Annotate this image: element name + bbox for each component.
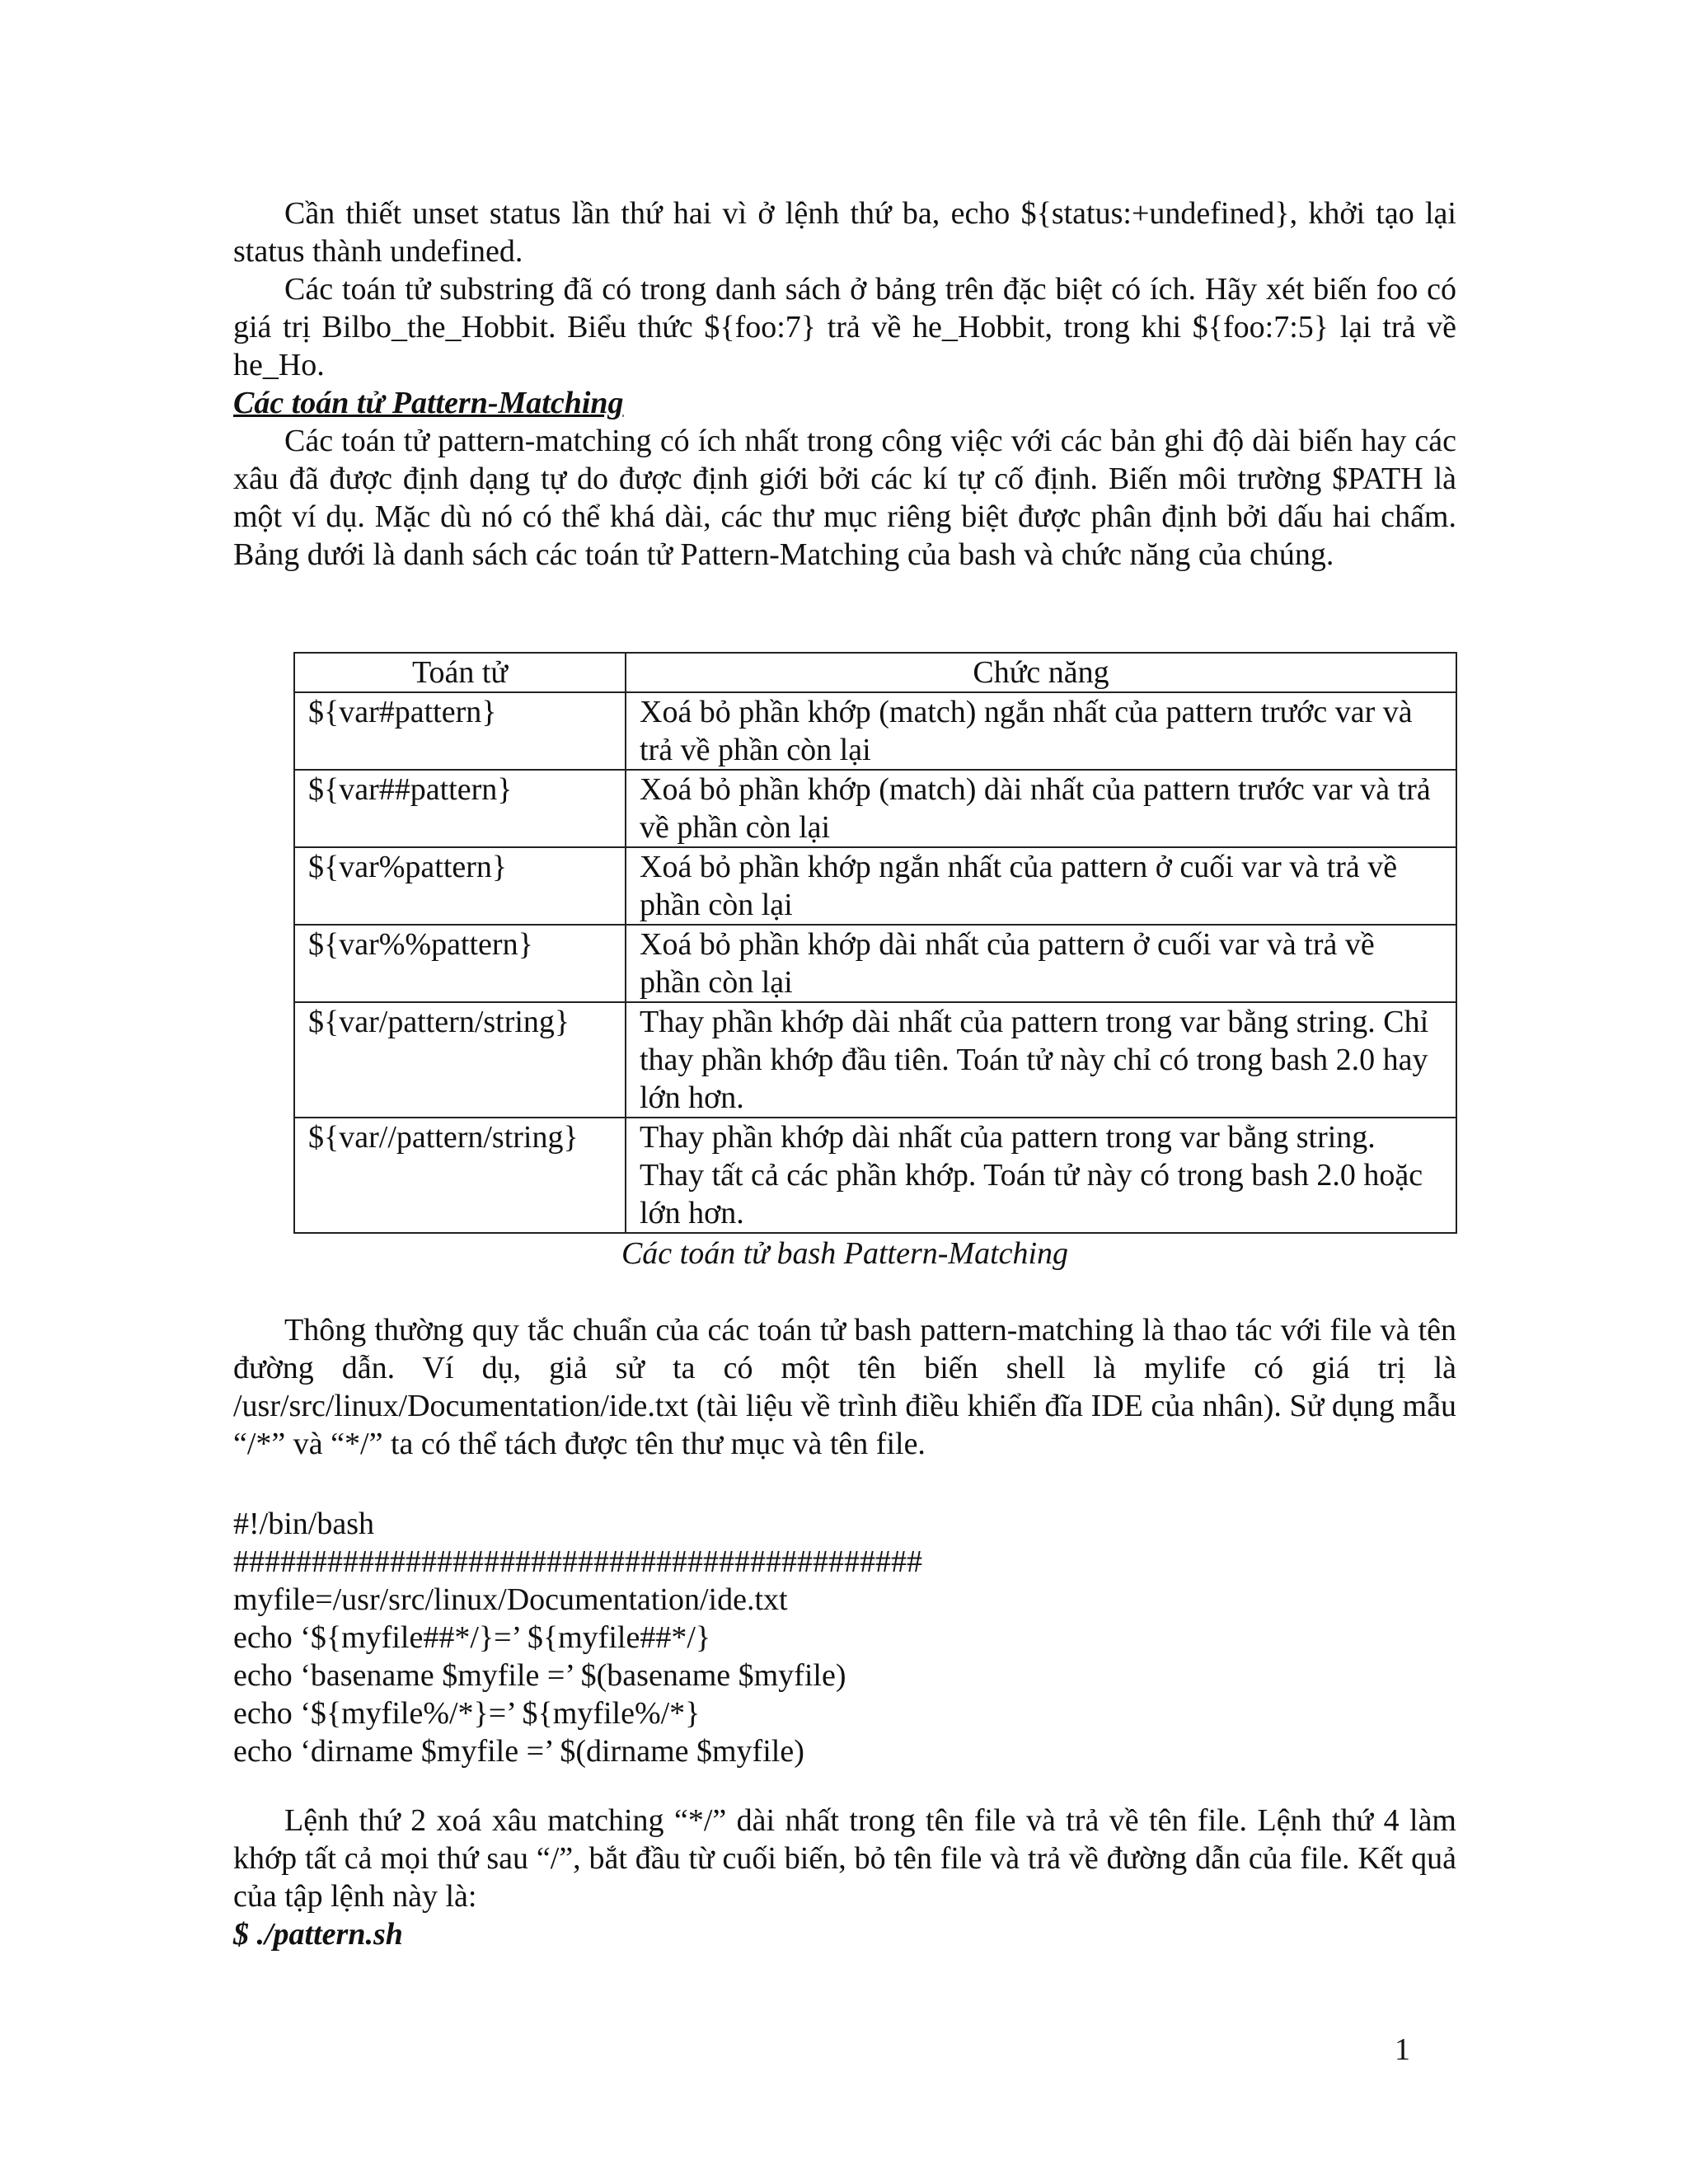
- table-header-operator: Toán tử: [294, 653, 626, 692]
- table-caption: Các toán tử bash Pattern-Matching: [621, 1236, 1069, 1271]
- explanation-paragraph: Lệnh thứ 2 xoá xâu matching “*/” dài nhất trong tên file và trả về tên file. Lệnh thứ 4 làm khớp tất cả mọi thứ sau “/”, bắt đầu từ cuối biến, bỏ tên file và trả về đường dẫn của file. Kết quả của tập lệnh này là:: [233, 1803, 1456, 1914]
- code-line: echo ‘${myfile%/*}=’ ${myfile%/*}: [233, 1696, 701, 1731]
- section-heading: Các toán tử Pattern-Matching: [233, 386, 624, 420]
- description-cell: Xoá bỏ phần khớp (match) dài nhất của pattern trước var và trả về phần còn lại: [626, 770, 1456, 847]
- explanation-block: [233, 1802, 1456, 1953]
- code-line: ############################################: [233, 1544, 922, 1579]
- code-line: echo ‘basename $myfile =’ $(basename $myfile): [233, 1658, 846, 1693]
- code-block: [233, 1505, 1456, 1770]
- table-row: [294, 692, 1456, 770]
- description-cell: Thay phần khớp dài nhất của pattern trong var bằng string. Chỉ thay phần khớp đầu tiên. Toán tử này chỉ có trong bash 2.0 hay lớn hơn.: [626, 1002, 1456, 1118]
- section-paragraph: Các toán tử pattern-matching có ích nhất trong công việc với các bản ghi độ dài biến hay các xâu đã được định dạng tự do được định giới bởi các kí tự cố định. Biến môi trường $PATH là một ví dụ. Mặc dù nó có thể khá dài, các thư mục riêng biệt được phân định bởi dấu hai chấm. Bảng dưới là danh sách các toán tử Pattern-Matching của bash và chức năng của chúng.: [233, 424, 1456, 572]
- code-line: echo ‘${myfile##*/}=’ ${myfile##*/}: [233, 1620, 711, 1655]
- document-page: [233, 194, 1456, 1952]
- description-cell: Xoá bỏ phần khớp ngắn nhất của pattern ở cuối var và trả về phần còn lại: [626, 847, 1456, 925]
- operator-cell: ${var##pattern}: [294, 770, 626, 847]
- table-row: [294, 770, 1456, 847]
- description-cell: Thay phần khớp dài nhất của pattern trong var bằng string. Thay tất cả các phần khớp. Toán tử này có trong bash 2.0 hoặc lớn hơn.: [626, 1118, 1456, 1233]
- table-row: [294, 1118, 1456, 1233]
- intro-paragraph-2: Các toán tử substring đã có trong danh sách ở bảng trên đặc biệt có ích. Hãy xét biến foo có giá trị Bilbo_the_Hobbit. Biểu thức ${foo:7} trả về he_Hobbit, trong khi ${foo:7:5} lại trả về he_Ho.: [233, 272, 1456, 382]
- pattern-operators-table: [293, 652, 1457, 1234]
- code-line: myfile=/usr/src/linux/Documentation/ide.txt: [233, 1582, 788, 1617]
- code-line: #!/bin/bash: [233, 1507, 374, 1541]
- intro-paragraph-1: Cần thiết unset status lần thứ hai vì ở lệnh thứ ba, echo ${status:+undefined}, khởi tạo lại status thành undefined.: [233, 196, 1456, 269]
- operator-cell: ${var%%pattern}: [294, 925, 626, 1002]
- table-row: [294, 847, 1456, 925]
- description-cell: Xoá bỏ phần khớp (match) ngắn nhất của pattern trước var và trả về phần còn lại: [626, 692, 1456, 770]
- table-row: [294, 925, 1456, 1002]
- table-row: [294, 1002, 1456, 1118]
- operator-cell: ${var//pattern/string}: [294, 1118, 626, 1233]
- usage-block: [233, 1311, 1456, 1463]
- operator-cell: ${var#pattern}: [294, 692, 626, 770]
- page-number: 1: [1395, 2032, 1410, 2067]
- operator-cell: ${var/pattern/string}: [294, 1002, 626, 1118]
- description-cell: Xoá bỏ phần khớp dài nhất của pattern ở cuối var và trả về phần còn lại: [626, 925, 1456, 1002]
- operator-cell: ${var%pattern}: [294, 847, 626, 925]
- code-line: echo ‘dirname $myfile =’ $(dirname $myfile): [233, 1734, 804, 1769]
- command-line: $ ./pattern.sh: [233, 1917, 403, 1952]
- table-header-row: [294, 653, 1456, 692]
- usage-paragraph: Thông thường quy tắc chuẩn của các toán tử bash pattern-matching là thao tác với file và tên đường dẫn. Ví dụ, giả sử ta có một tên biến shell là mylife có giá trị là /usr/src/linux/Documentation/ide.txt (tài liệu về trình điều khiển đĩa IDE của nhân). Sử dụng mẫu “/*” và “*/” ta có thể tách được tên thư mục và tên file.: [233, 1313, 1456, 1461]
- table-header-function: Chức năng: [626, 653, 1456, 692]
